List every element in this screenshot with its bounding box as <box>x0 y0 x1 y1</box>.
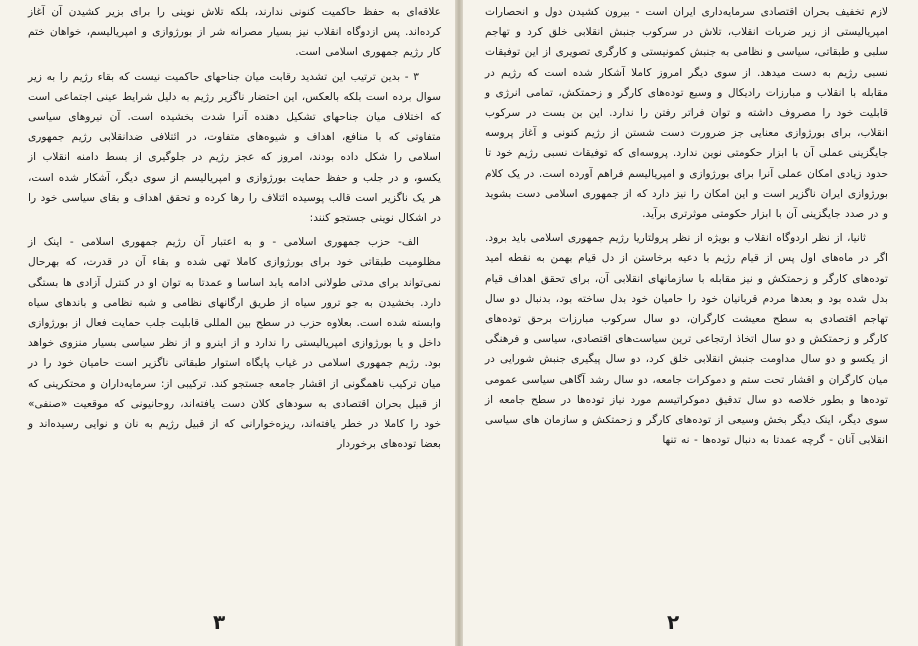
right-page <box>463 0 918 646</box>
left-page-body <box>28 2 441 454</box>
right-paragraph-2: ثانیا، از نظر اردوگاه انقلاب و بویژه از نظر پرولتاریا رژیم جمهوری اسلامی باید برود. اگر در ماه‌های اول پس از قیام رژیم با دعیه برخاستن از دل قیام بهمن به نقطه امید توده‌های کارگر و زحمتکش و نیز مقابله با سازمانهای انقلابی آن، برای تحقق اهداف قیام بدل شده بود و بعدها مردم قربانیان خود را حامیان خود بدل ساخته بود، بدنبال دو سال تهاجم اقتصادی به سطح معیشت کارگران، دو سال سرکوب مبارزات برحق توده‌های کارگر و زحمتکش و دو سال اتخاذ ارتجاعی ترین سیاست‌های اقتصادی، سیاسی و فرهنگی از یکسو و دو سال مداومت جنبش انقلابی خلق کرد، دو سال پیگیری جنبش شورایی در میان کارگران و اقشار تحت ستم و دموکرات جامعه، دو سال رشد آگاهی سیاسی عمومی توده‌ها و بطور خلاصه دو سال تدقیق دموکراتیسم مورد نیاز توده‌ها در سطح جامعه از سوی دیگر، اینک دیگر بخش وسیعی از توده‌های کارگر و زحمتکش و سازمان های سیاسی انقلابی آنان - گرچه عمدتا به دنبال توده‌ها - نه تنها <box>485 232 888 447</box>
left-paragraph-3: الف- حزب جمهوری اسلامی - و به اعتبار آن رژیم جمهوری اسلامی - اینک از مظلومیت طبقاتی خود برای بورژوازی کاملا تهی شده و بقاء آن در قدرت، که بهرحال نمی‌تواند برای مدتی طولانی ادامه یابد اساسا و عمدتا به توان او در کنترل آزادی ها بستگی دارد. بخشیدن به جو ترور سیاه از طریق ارگانهای نظامی و شبه نظامی و باندهای سیاه وابسته شده است. بعلاوه حزب در سطح بین المللی قابلیت جلب حمایت فعال از بورژوازی داخل و یا بورژوازی امپریالیستی را ندارد و از اینرو و از نظر سیاسی بسیار منزوی خواهد بود. رژیم جمهوری اسلامی در غیاب پایگاه استوار طبقاتی ناگزیر است حامیان خود را در میان ترکیب ناهمگونی از اقشار جامعه جستجو کند. ترکیبی از: سرمایه‌داران و محتکرینی که از قبیل بحران اقتصادی به سودهای کلان دست یافته‌اند، روحانیونی که موقعیت «صنفی» خود را کاملا در خطر یافته‌اند، ریزه‌خوارانی که از قبیل رژیم به نان و نوایی رسیده‌اند و بعضا توده‌های برخوردار <box>28 236 441 451</box>
page-number-right: ۲ <box>667 610 680 634</box>
page-number-left: ۳ <box>213 610 226 634</box>
left-paragraph-2: ۳ - بدین ترتیب این تشدید رقابت میان جناحهای حاکمیت نیست که بقاء رژیم را به زیر سوال برده است بلکه بالعکس، این احتضار ناگزیر رژیم به دلیل شرایط عینی اجتماعی است که اختلاف میان جناحهای تشکیل دهنده آنرا شدت بخشیده است. آن نیروهای سیاسی متفاوتی که با منافع، اهداف و شیوه‌های متفاوت، در ائتلافی ضدانقلابی رژیم جمهوری اسلامی را شکل داده بودند، امروز که عجز رژیم در جلوگیری از بسط دامنه انقلاب از یکسو، و در جلب و حفظ حمایت بورژوازی و امپریالیسم از سوی دیگر، آشکار شده است، هر یک ناگزیر است قالب پوسیده ائتلاف را رها کرده و تحقق اهداف و بقای سیاسی خود را در اشکال نوینی جستجو کنند: <box>28 70 441 225</box>
book-gutter <box>455 0 463 646</box>
right-page-body <box>485 2 888 450</box>
right-paragraph-1: لازم تخفیف بحران اقتصادی سرمایه‌داری ایران است - بیرون کشیدن دول و انحصارات امپریالیستی از زیر ضربات انقلاب، تلاش در سرکوب جنبش انقلابی خلق کرد و تهاجم سلبی و طبقاتی، سیاسی و نظامی به جنبش کمونیستی و کارگری تصویری از این توفیقات نسبی رژیم به دست میدهد. از سوی دیگر امروز کاملا آشکار شده است که رژیم در مقابله با انقلاب و مبارزات رادیکال و وسیع توده‌های کارگر و زحمتکش، تمامی انرژی و قابلیت خود را مصروف داشته و توان فراتر رفتن را ندارد. این بن بست در سرکوب انقلاب، برای بورژوازی معنایی جز ضرورت دست شستن از رژیم کنونی و آغاز پروسه جایگزینی عملی آن با ابزار حکومتی نوین ندارد. پروسه‌ای که توفیقات نسبی رژیم خود تا حدود زیادی امکان عملی آنرا برای بورژوازی و امپریالیسم فراهم آورده است. در یک کلام بورژوازی ایران ناگزیر است و این امکان را نیز دارد که از جمهوری اسلامی دست بشوید و در صدد جایگزینی آن با ابزار حکومتی موثرتری برآید. <box>485 6 888 221</box>
left-page <box>0 0 455 646</box>
left-paragraph-1: علاقه‌ای به حفظ حاکمیت کنونی ندارند، بلکه تلاش نوینی را برای بزیر کشیدن آن آغاز کرده‌اند. پس ازدوگاه انقلاب نیز بسیار مصرانه شر از بورژوازی و امپریالیسم، خواهان ختم کار رژیم جمهوری اسلامی است. <box>28 6 441 59</box>
